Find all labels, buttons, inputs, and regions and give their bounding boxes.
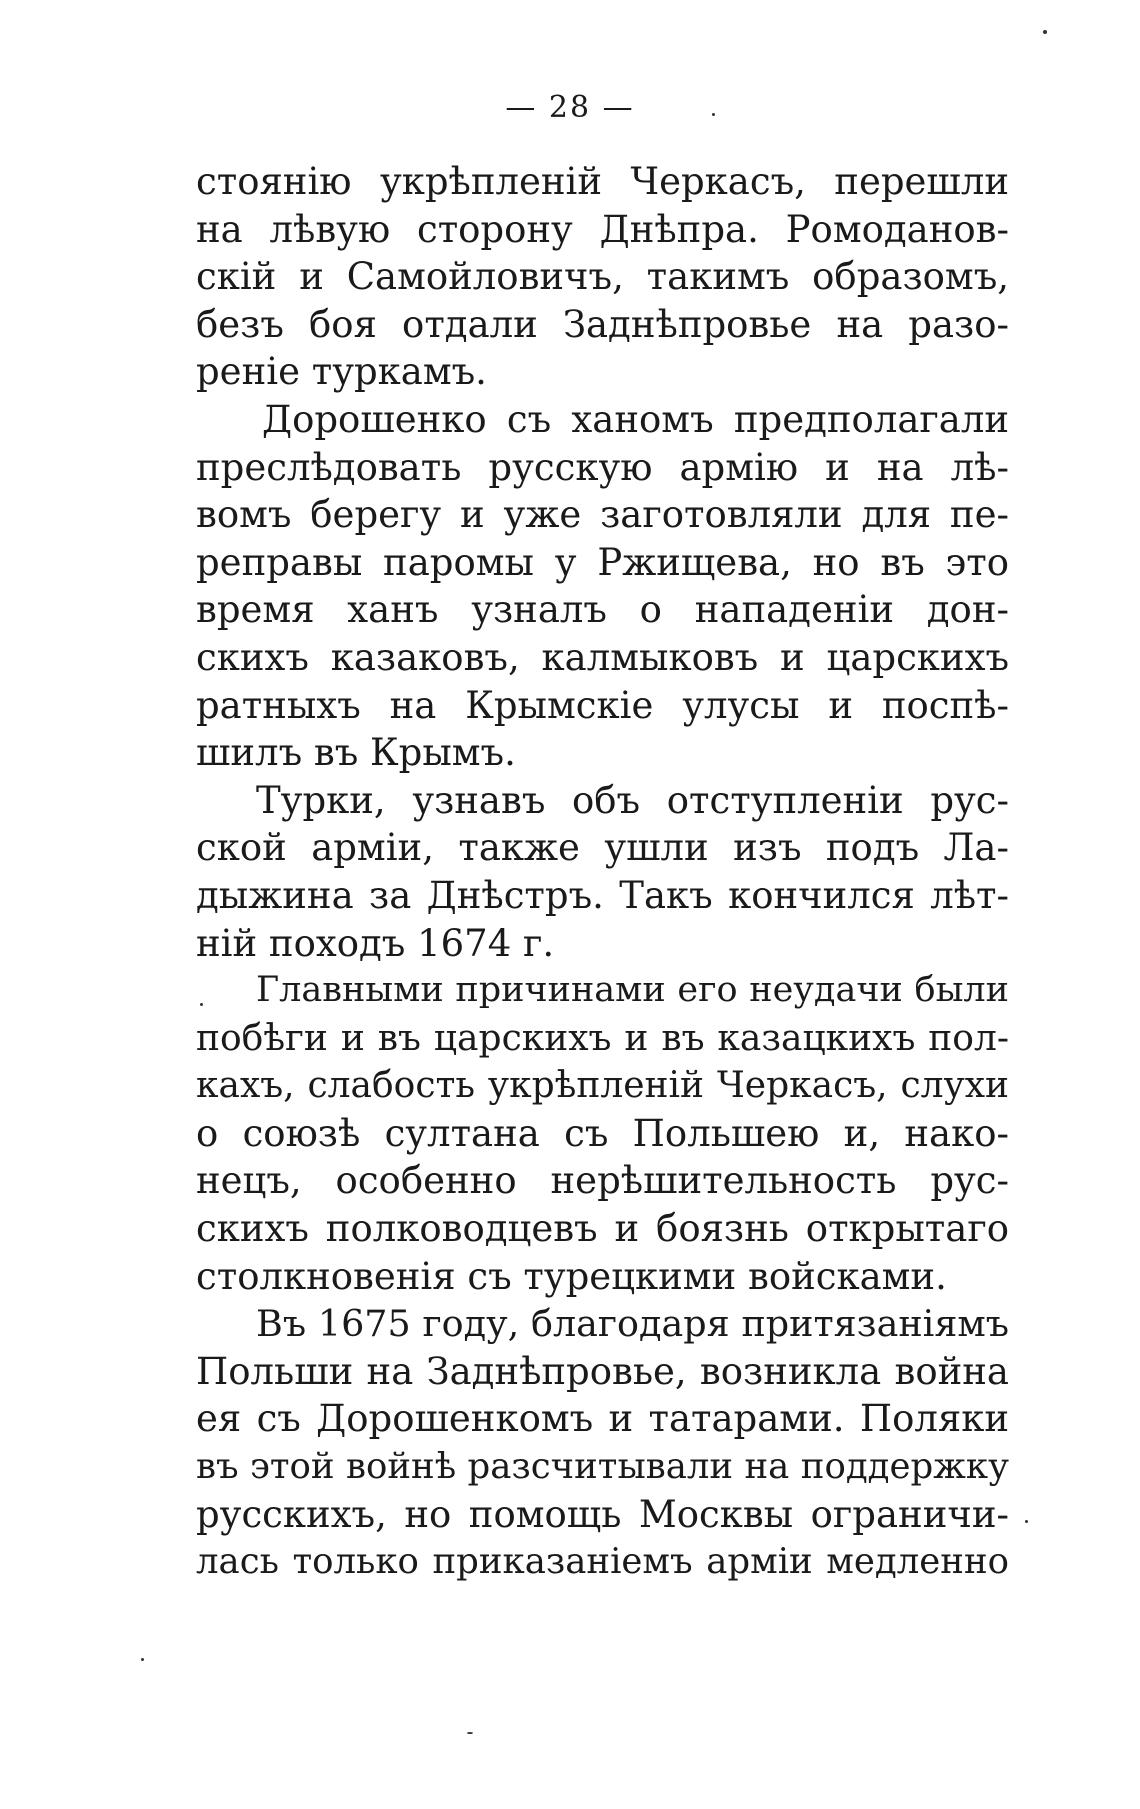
- text-line: на лѣвую сторону Днѣпра. Ромоданов-: [196, 207, 1009, 251]
- scan-speck: [141, 1658, 144, 1661]
- text-line: вомъ берегу и уже заготовляли для пе-: [196, 493, 1009, 537]
- text-line: скихъ казаковъ, калмыковъ и царскихъ: [196, 635, 1009, 679]
- text-line: Польши на Заднѣпровье, возникла война: [196, 1349, 1009, 1393]
- text-line: время ханъ узналъ о нападеніи дон-: [196, 588, 1009, 632]
- scan-speck: [1025, 1520, 1028, 1523]
- text-line: ратныхъ на Крымскіе улусы и поспѣ-: [196, 683, 1009, 727]
- scan-speck: [712, 113, 715, 116]
- text-line: побѣги и въ царскихъ и въ казацкихъ пол-: [196, 1017, 1009, 1059]
- text-line: стоянію укрѣпленій Черкасъ, перешли: [196, 160, 1009, 203]
- text-line: преслѣдовать русскую армію и на лѣ-: [196, 445, 1009, 489]
- text-line: безъ боя отдали Заднѣпровье на разо-: [196, 302, 1009, 346]
- text-line: дыжина за Днѣстръ. Такъ кончился лѣт-: [196, 873, 1009, 917]
- text-line: ній походъ 1674 г.: [196, 921, 555, 965]
- text-line: въ этой войнѣ разсчитывали на поддержку: [196, 1446, 1009, 1488]
- text-line: о союзѣ султана съ Польшею и, нако-: [196, 1111, 1009, 1155]
- text-line: русскихъ, но помощь Москвы ограничи-: [196, 1492, 1009, 1536]
- scan-speck: [467, 1732, 473, 1734]
- paragraph-first-line: Дорошенко съ ханомъ предполагали: [262, 397, 1009, 441]
- text-line: ской арміи, также ушли изъ подъ Ла-: [196, 826, 1009, 870]
- body-text: [196, 158, 1009, 1586]
- paragraph-first-line: Турки, узнавъ объ отступленіи рус-: [256, 778, 1009, 822]
- paragraph-first-line: Въ 1675 году, благодаря притязаніямъ: [256, 1302, 1009, 1346]
- page-number: — 28 —: [505, 90, 635, 125]
- text-line: столкновенія съ турецкими войсками.: [196, 1254, 947, 1298]
- text-line: ея съ Дорошенкомъ и татарами. Поляки: [196, 1397, 1009, 1441]
- text-line: реправы паромы у Ржищева, но въ это: [196, 540, 1009, 584]
- scan-speck: [200, 1003, 203, 1006]
- text-line: нецъ, особенно нерѣшительность рус-: [196, 1159, 1009, 1203]
- scan-speck: [1043, 30, 1047, 34]
- text-line: скій и Самойловичъ, такимъ образомъ,: [196, 255, 1009, 299]
- text-line: лась только приказаніемъ арміи медленно: [196, 1541, 1009, 1583]
- text-line: реніе туркамъ.: [196, 350, 487, 394]
- text-line: шилъ въ Крымъ.: [196, 731, 516, 775]
- text-line: кахъ, слабость укрѣпленій Черкасъ, слухи: [196, 1065, 1009, 1107]
- text-line: скихъ полководцевъ и боязнь открытаго: [196, 1207, 1009, 1251]
- paragraph-first-line: Главными причинами его неудачи были: [256, 970, 1009, 1011]
